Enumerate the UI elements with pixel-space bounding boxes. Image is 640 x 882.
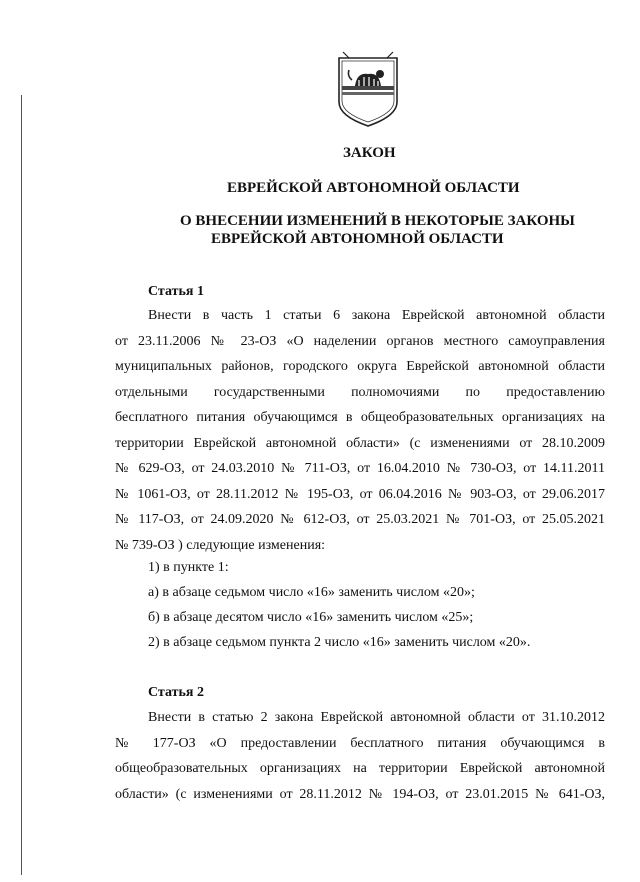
subtitle-line-1: О ВНЕСЕНИИ ИЗМЕНЕНИЙ В НЕКОТОРЫЕ ЗАКОНЫ (180, 213, 575, 229)
text-line: № 117-ОЗ, от 24.09.2020 № 612-ОЗ, от 25.03.2021 № 701-ОЗ, от 25.05.2021 (115, 512, 605, 527)
list-item: б) в абзаце десятом число «16» заменить числом «25»; (148, 610, 474, 625)
text-line: общеобразовательных организациях на территории Еврейской автономной (115, 761, 605, 776)
article-2-body (115, 705, 605, 807)
article-2-heading: Статья 2 (148, 685, 204, 700)
law-title: ЗАКОН (343, 145, 396, 161)
text-line: бесплатного питания обучающимся в общеобразовательных организациях на (115, 410, 605, 425)
text-line: Внести в статью 2 закона Еврейской автономной области от 31.10.2012 (148, 710, 605, 725)
text-line: территории Еврейской автономной области» (с изменениями от 28.10.2009 (115, 435, 605, 451)
article-1-heading: Статья 1 (148, 284, 204, 299)
text-line: отдельными государственными полномочиями по предоставлению (115, 384, 605, 400)
subtitle-line-2: ЕВРЕЙСКОЙ АВТОНОМНОЙ ОБЛАСТИ (211, 231, 504, 247)
text-line: области» (с изменениями от 28.11.2012 № 194-ОЗ, от 23.01.2015 № 641-ОЗ, (115, 786, 605, 802)
text-line: № 739-ОЗ ) следующие изменения: (115, 537, 326, 553)
list-item: 2) в абзаце седьмом пункта 2 число «16» заменить числом «20». (148, 635, 531, 650)
text-line: Внести в часть 1 статьи 6 закона Еврейской автономной области (148, 308, 605, 323)
text-line: № 1061-ОЗ, от 28.11.2012 № 195-ОЗ, от 06.04.2016 № 903-ОЗ, от 29.06.2017 (115, 486, 605, 502)
list-item: 1) в пункте 1: (148, 560, 229, 575)
text-line: № 629-ОЗ, от 24.03.2010 № 711-ОЗ, от 16.04.2010 № 730-ОЗ, от 14.11.2011 (115, 461, 605, 476)
coat-of-arms-emblem (335, 50, 401, 130)
text-line: от 23.11.2006 № 23-ОЗ «О наделении органов местного самоуправления (115, 333, 605, 349)
article-1-body (115, 303, 605, 558)
text-line: № 177-ОЗ «О предоставлении бесплатного питания обучающимся в (115, 735, 605, 751)
region-title: ЕВРЕЙСКОЙ АВТОНОМНОЙ ОБЛАСТИ (227, 180, 520, 196)
text-line: муниципальных районов, городского округа Еврейской автономной области (115, 359, 605, 374)
scan-margin-line (21, 95, 22, 875)
list-item: а) в абзаце седьмом число «16» заменить числом «20»; (148, 585, 475, 600)
